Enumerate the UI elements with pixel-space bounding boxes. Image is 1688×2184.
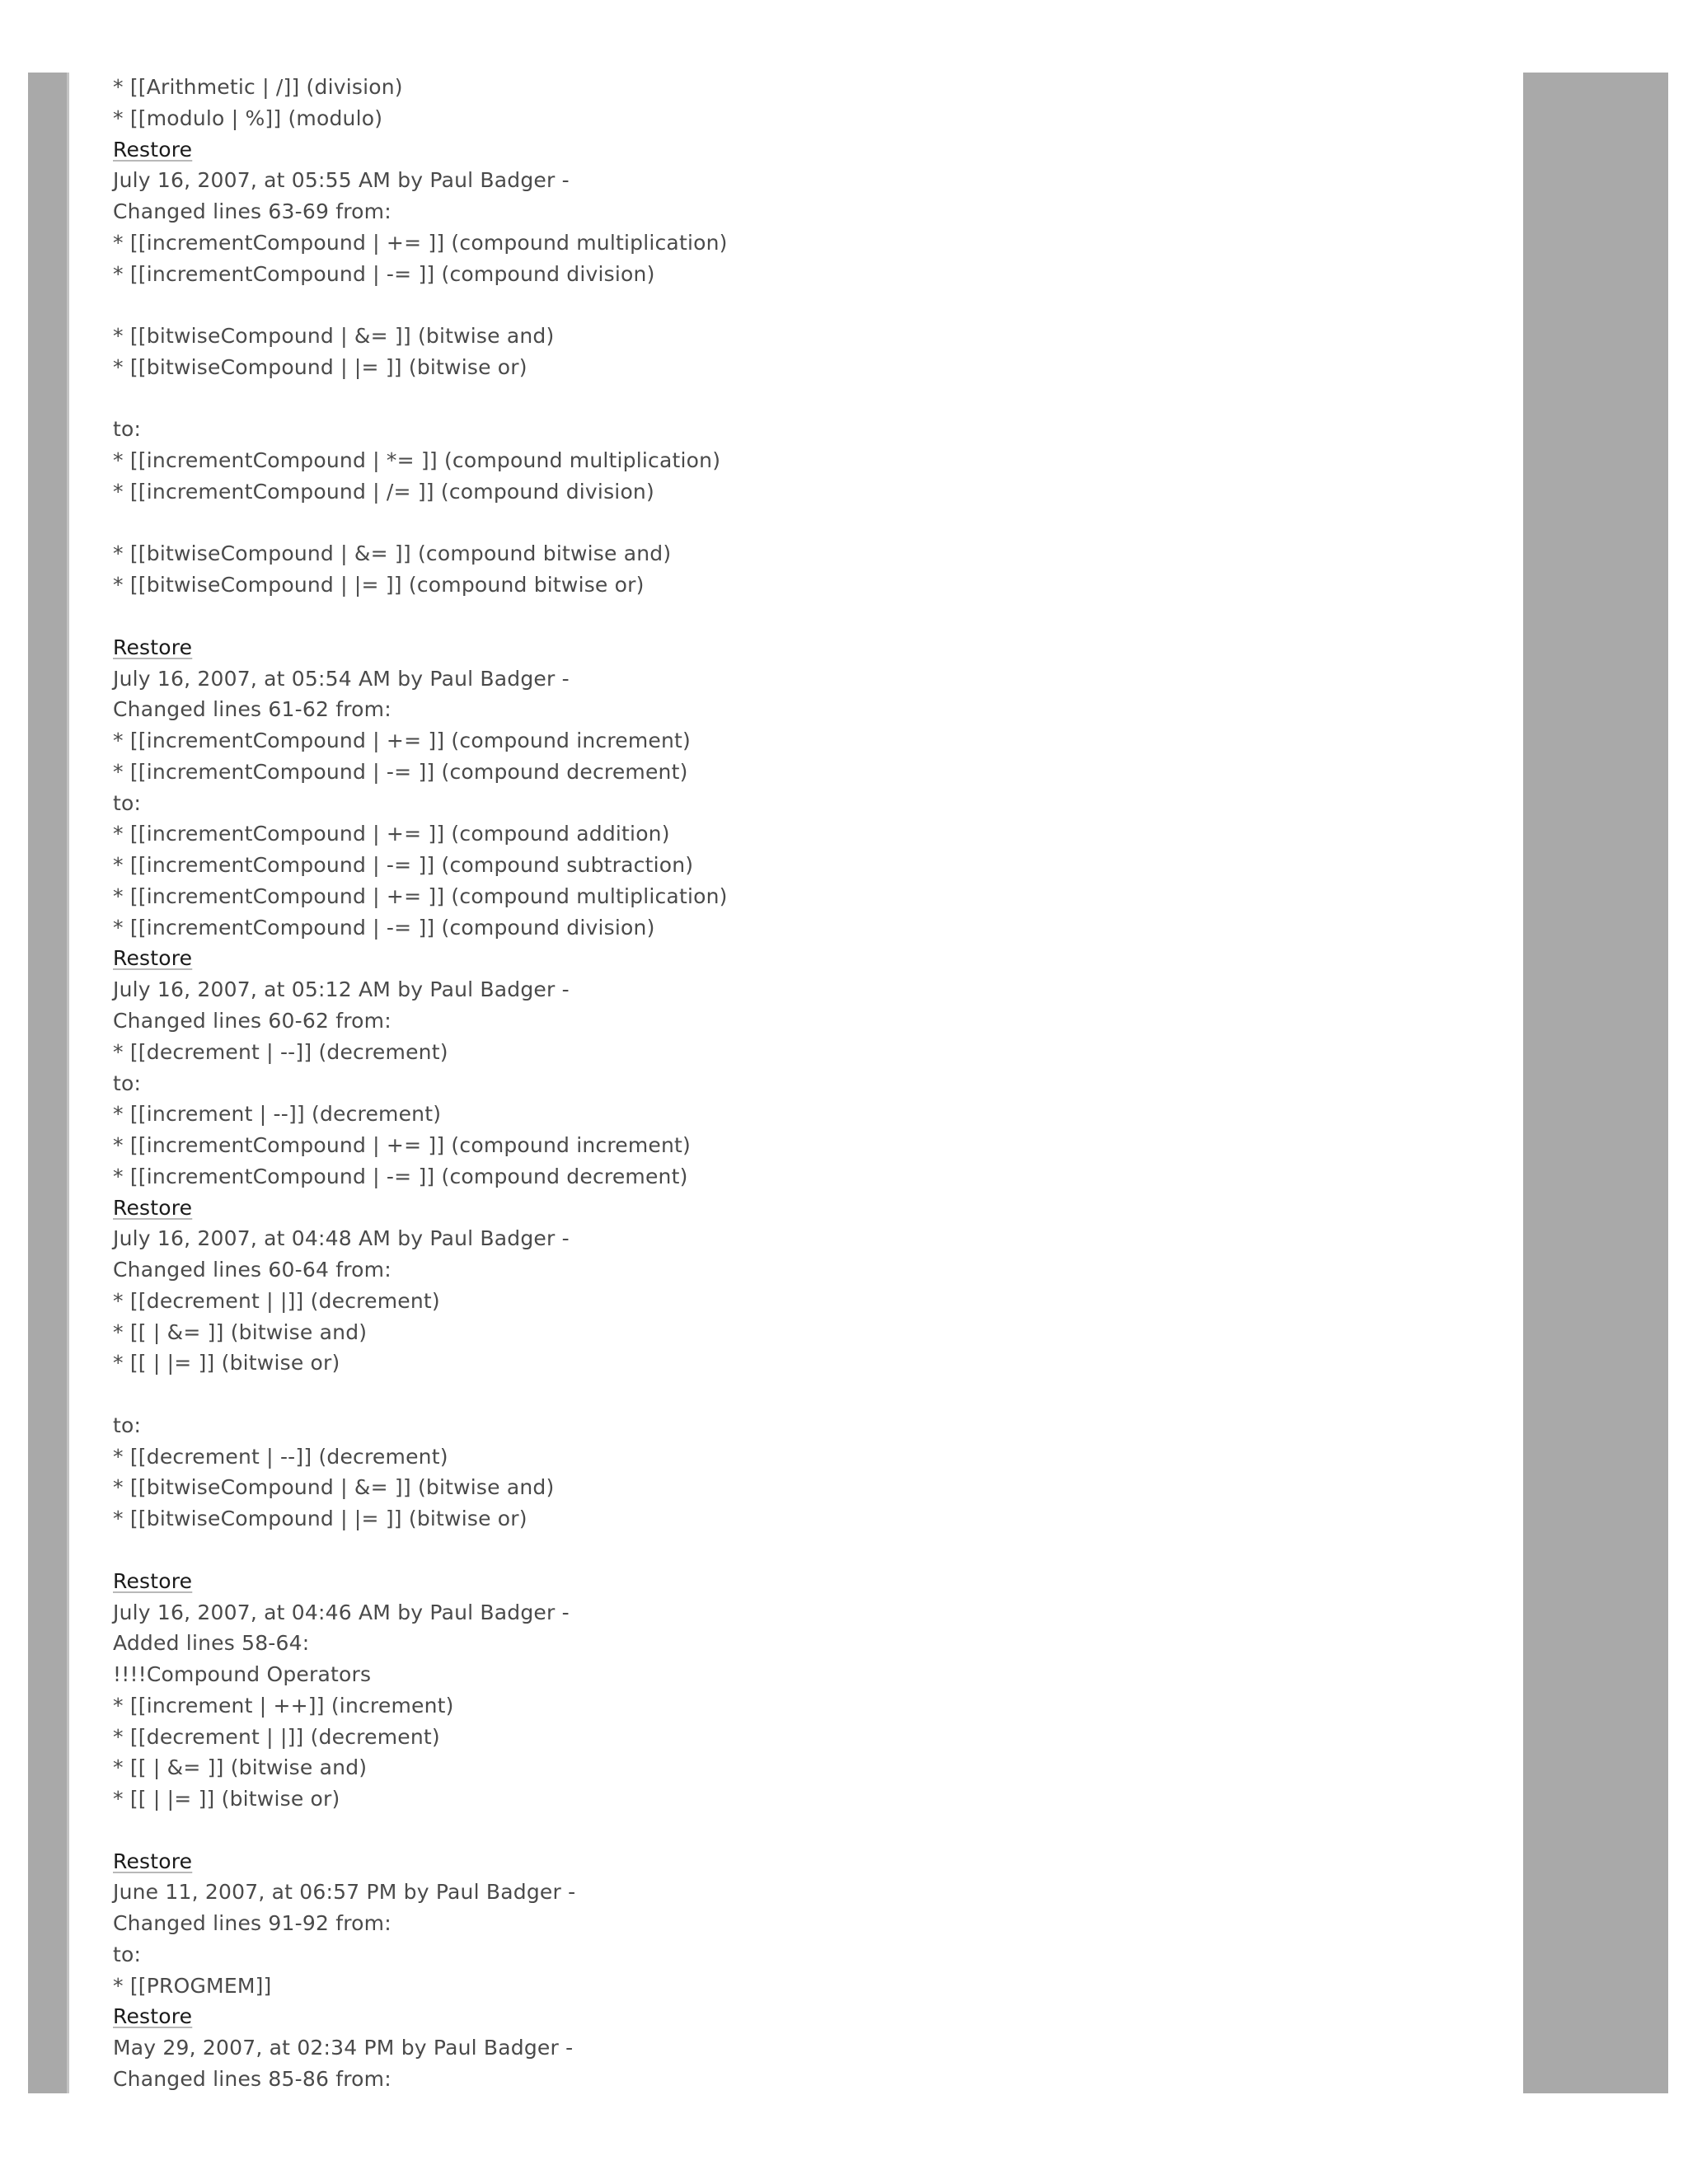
history-line: * [[decrement | |]] (decrement) — [113, 1288, 440, 1313]
page-history-content — [113, 72, 1498, 2095]
blank-line — [113, 1535, 1498, 1566]
history-line: July 16, 2007, at 05:54 AM by Paul Badger - — [113, 666, 570, 691]
history-line: to: — [113, 790, 142, 815]
history-line: to: — [113, 417, 142, 442]
blank-line — [113, 1379, 1498, 1410]
restore-link[interactable]: Restore — [113, 1568, 193, 1593]
restore-link[interactable]: Restore — [113, 2004, 193, 2029]
blank-line — [113, 601, 1498, 632]
history-line: * [[ | |= ]] (bitwise or) — [113, 1787, 340, 1811]
history-line: * [[bitwiseCompound | |= ]] (compound bitwise or) — [113, 573, 645, 598]
history-line: * [[incrementCompound | /= ]] (compound division) — [113, 479, 654, 504]
history-line: * [[modulo | %]] (modulo) — [113, 105, 383, 130]
history-line: * [[incrementCompound | *= ]] (compound multiplication) — [113, 448, 721, 473]
history-line: Changed lines 60-64 from: — [113, 1258, 392, 1282]
history-line: July 16, 2007, at 05:12 AM by Paul Badger - — [113, 977, 570, 1002]
restore-link[interactable]: Restore — [113, 137, 193, 162]
history-line: Changed lines 63-69 from: — [113, 199, 392, 224]
history-line: July 16, 2007, at 05:55 AM by Paul Badger - — [113, 168, 570, 193]
blank-line — [113, 508, 1498, 539]
history-line: July 16, 2007, at 04:46 AM by Paul Badger - — [113, 1600, 570, 1624]
right-sidebar-panel — [1523, 73, 1668, 2093]
left-sidebar-panel — [28, 73, 69, 2093]
history-line: * [[Arithmetic | /]] (division) — [113, 75, 403, 99]
blank-line — [113, 1815, 1498, 1846]
history-line: Changed lines 60-62 from: — [113, 1008, 392, 1033]
history-line: to: — [113, 1071, 142, 1095]
history-line: * [[incrementCompound | += ]] (compound increment) — [113, 729, 692, 753]
history-line: to: — [113, 1942, 142, 1966]
history-line: Added lines 58-64: — [113, 1631, 310, 1656]
restore-link[interactable]: Restore — [113, 635, 193, 659]
history-line: * [[decrement | --]] (decrement) — [113, 1444, 448, 1469]
history-line: Changed lines 85-86 from: — [113, 2067, 392, 2091]
history-line: * [[incrementCompound | -= ]] (compound division) — [113, 261, 655, 286]
history-line: * [[incrementCompound | -= ]] (compound subtraction) — [113, 853, 694, 878]
history-line: * [[incrementCompound | -= ]] (compound decrement) — [113, 1164, 688, 1188]
history-line: * [[increment | --]] (decrement) — [113, 1102, 442, 1127]
history-line: Changed lines 91-92 from: — [113, 1911, 392, 1936]
history-line: * [[bitwiseCompound | &= ]] (compound bitwise and) — [113, 541, 672, 566]
history-line: * [[increment | ++]] (increment) — [113, 1693, 454, 1718]
history-line: * [[bitwiseCompound | |= ]] (bitwise or) — [113, 354, 528, 379]
restore-link[interactable]: Restore — [113, 946, 193, 971]
restore-link[interactable]: Restore — [113, 1195, 193, 1220]
history-line: July 16, 2007, at 04:48 AM by Paul Badger - — [113, 1226, 570, 1251]
history-line: * [[PROGMEM]] — [113, 1973, 272, 1998]
history-line: * [[incrementCompound | += ]] (compound addition) — [113, 822, 670, 846]
history-line: * [[bitwiseCompound | |= ]] (bitwise or) — [113, 1507, 528, 1531]
restore-link[interactable]: Restore — [113, 1849, 193, 1873]
history-line: * [[ | |= ]] (bitwise or) — [113, 1351, 340, 1376]
history-line: May 29, 2007, at 02:34 PM by Paul Badger - — [113, 2036, 574, 2060]
history-line: * [[incrementCompound | += ]] (compound multiplication) — [113, 883, 728, 908]
history-line: * [[ | &= ]] (bitwise and) — [113, 1319, 368, 1344]
history-line: * [[bitwiseCompound | &= ]] (bitwise and) — [113, 1475, 555, 1500]
history-line: to: — [113, 1413, 142, 1437]
history-line: * [[bitwiseCompound | &= ]] (bitwise and) — [113, 324, 555, 349]
history-line: * [[decrement | |]] (decrement) — [113, 1724, 440, 1749]
history-line: !!!!Compound Operators — [113, 1662, 372, 1687]
history-line: * [[incrementCompound | += ]] (compound multiplication) — [113, 230, 728, 255]
history-line: * [[incrementCompound | -= ]] (compound decrement) — [113, 759, 688, 784]
history-line: * [[decrement | --]] (decrement) — [113, 1039, 448, 1064]
history-line: * [[incrementCompound | += ]] (compound increment) — [113, 1133, 692, 1158]
history-line: * [[incrementCompound | -= ]] (compound division) — [113, 915, 655, 940]
history-line: * [[ | &= ]] (bitwise and) — [113, 1755, 368, 1780]
blank-line — [113, 289, 1498, 321]
blank-line — [113, 383, 1498, 415]
history-line: Changed lines 61-62 from: — [113, 697, 392, 722]
history-line: June 11, 2007, at 06:57 PM by Paul Badger - — [113, 1880, 576, 1905]
